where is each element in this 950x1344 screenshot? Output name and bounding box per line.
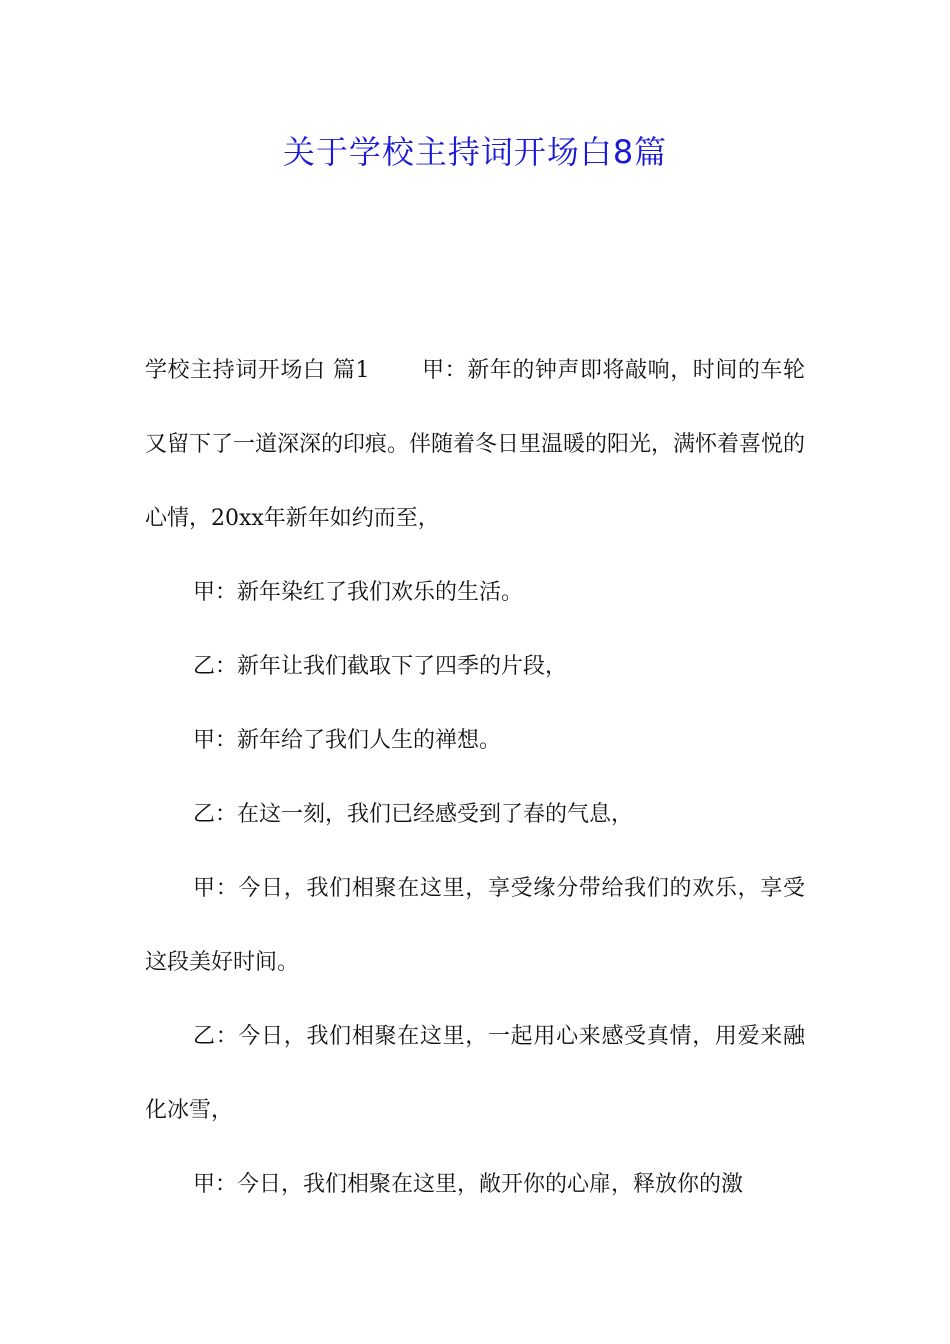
paragraph-text: 甲：新年的钟声即将敲响，时间的车轮又留下了一道深深的印痕。伴随着冬日里温暖的阳光，满怀着喜悦的心情，20xx年新年如约而至， [145, 358, 806, 531]
document-body [145, 334, 805, 1222]
paragraph: 甲：新年染红了我们欢乐的生活。 [193, 580, 524, 605]
paragraph: 乙：新年让我们截取下了四季的片段， [193, 654, 568, 679]
document-title: 关于学校主持词开场白8篇 [282, 133, 668, 171]
paragraph: 乙：今日，我们相聚在这里，一起用心来感受真情，用爱来融化冰雪， [145, 1024, 805, 1123]
paragraph: 甲：今日，我们相聚在这里，敞开你的心扉，释放你的激 [193, 1172, 744, 1197]
paragraph: 乙：在这一刻，我们已经感受到了春的气息， [193, 802, 634, 827]
paragraph: 甲：今日，我们相聚在这里，享受缘分带给我们的欢乐，享受这段美好时间。 [145, 876, 805, 975]
paragraph: 甲：新年给了我们人生的禅想。 [193, 728, 502, 753]
first-paragraph [145, 334, 805, 556]
section-heading: 学校主持词开场白 篇1 [145, 358, 370, 383]
